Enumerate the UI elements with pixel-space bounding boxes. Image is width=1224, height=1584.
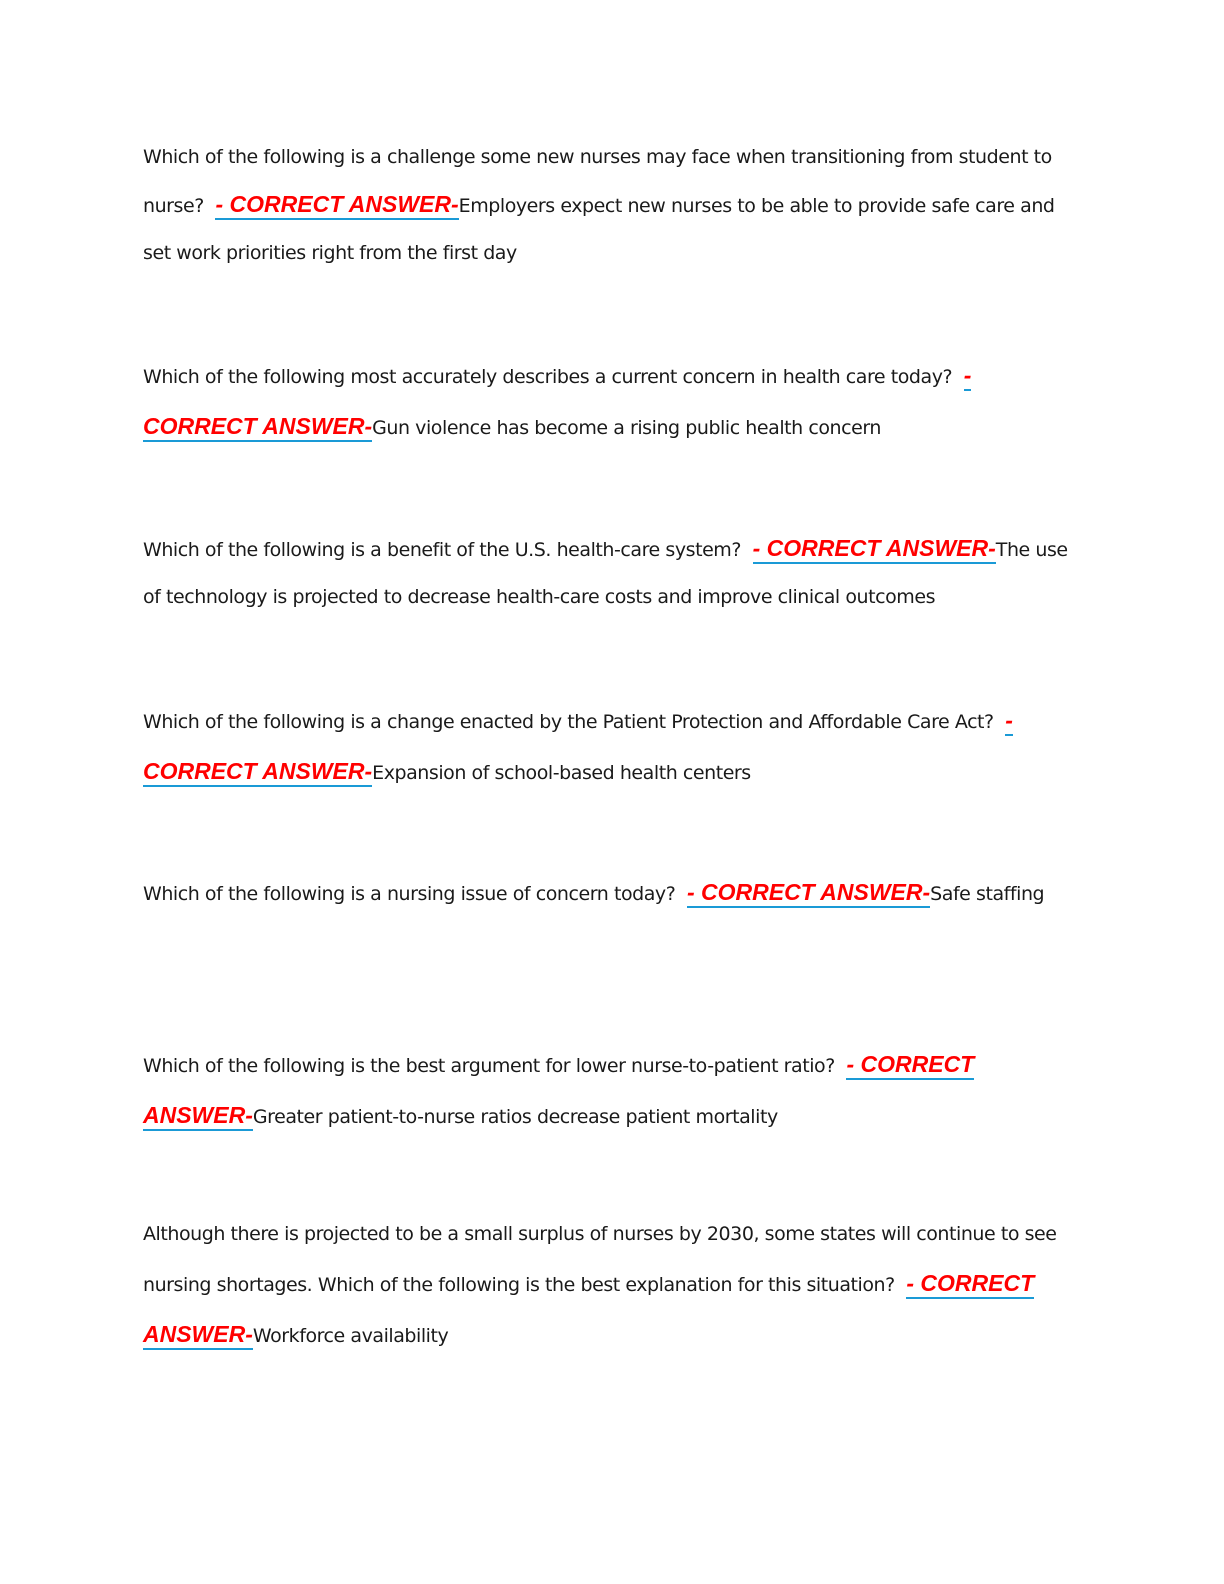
question-text: Which of the following is a benefit of the U.S. health-care system? [143,539,742,561]
correct-answer-marker: - CORRECT ANSWER- [753,535,996,564]
answer-text: The use of technology is projected to decrease health-care costs and improve clinical outcomes [143,539,1068,608]
correct-answer-marker: - CORRECT ANSWER- [143,1051,974,1131]
qa-item [143,695,1083,797]
qa-item [143,525,1083,621]
question-text: Which of the following is a change enacted by the Patient Protection and Affordable Care Act? [143,711,994,733]
answer-text: Safe staffing [930,883,1045,905]
correct-answer-marker: - CORRECT ANSWER- [215,191,458,220]
question-text: Which of the following is a challenge some new nurses may face when transitioning from student to nurse? [143,146,1052,217]
answer-text: Expansion of school-based health centers [372,762,751,784]
qa-item [143,1039,1083,1141]
correct-answer-marker: - CORRECT ANSWER- [143,707,1013,787]
question-text: Which of the following is a nursing issue of concern today? [143,883,676,905]
answer-text: Workforce availability [252,1325,449,1347]
question-text: Although there is projected to be a small surplus of nurses by 2030, some states will continue to see nursing shortages. Which of the following is the best explanation for this situation? [143,1223,1057,1296]
answer-text: Greater patient-to-nurse ratios decrease patient mortality [252,1106,778,1128]
qa-item [143,134,1083,277]
qa-item [143,869,1083,918]
correct-answer-marker: - CORRECT ANSWER- [143,1270,1034,1350]
qa-item [143,350,1083,452]
correct-answer-marker: - CORRECT ANSWER- [687,879,930,908]
qa-item [143,1211,1083,1360]
answer-text: Employers expect new nurses to be able to provide safe care and set work priorities right from the first day [143,195,1055,264]
correct-answer-marker: - CORRECT ANSWER- [143,362,971,442]
question-text: Which of the following most accurately describes a current concern in health care today? [143,366,953,388]
question-text: Which of the following is the best argument for lower nurse-to-patient ratio? [143,1055,835,1077]
answer-text: Gun violence has become a rising public health concern [372,417,881,439]
